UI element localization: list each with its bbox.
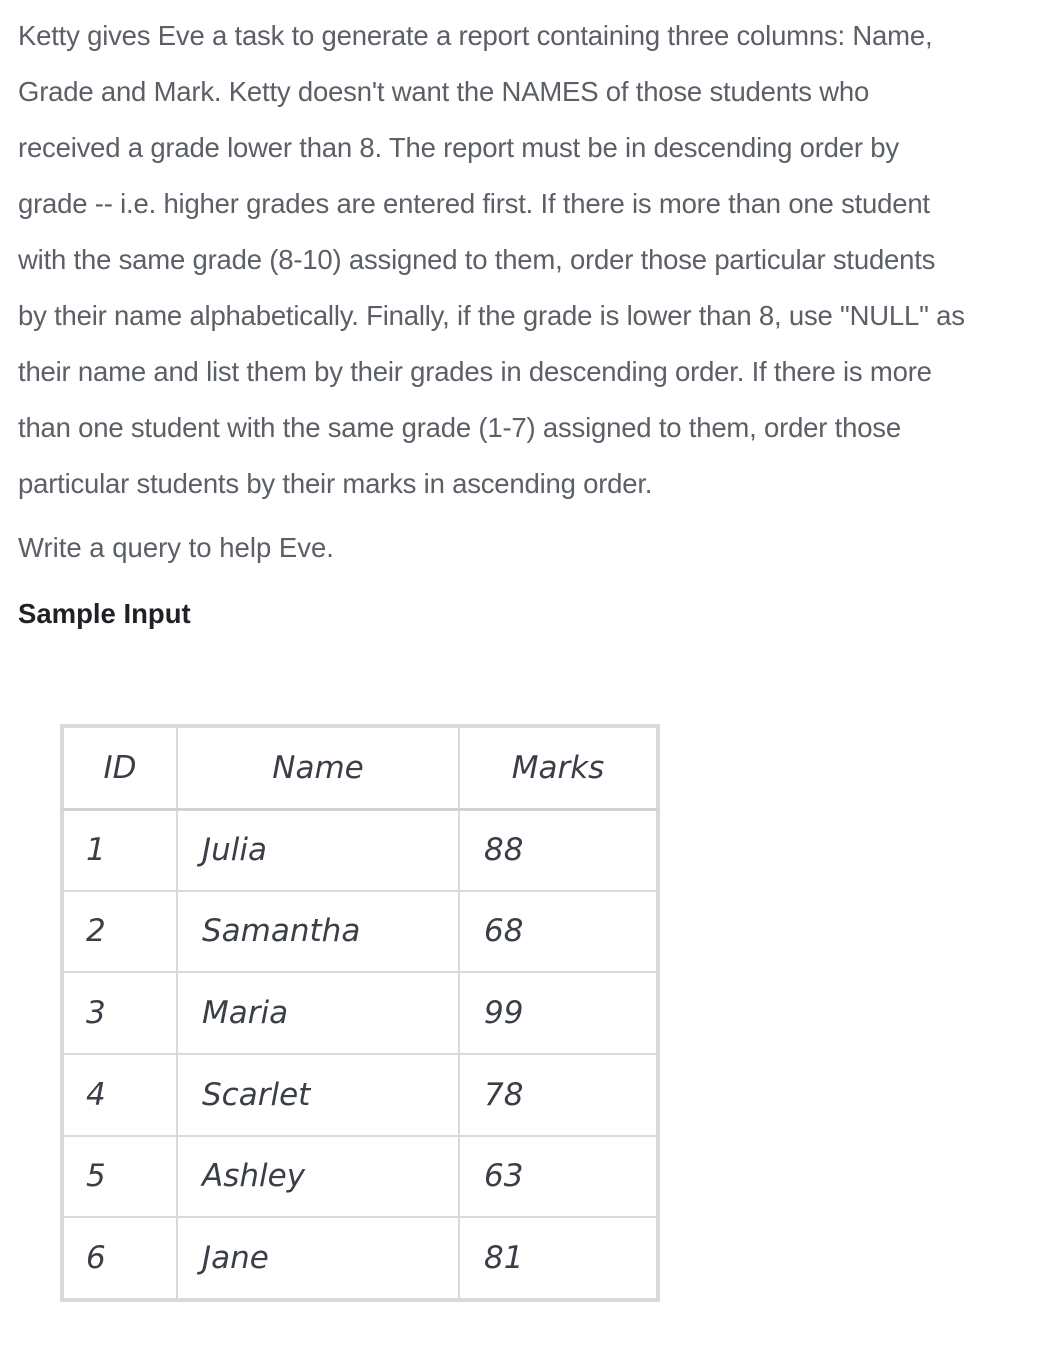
students-table [62,726,658,1300]
description-line: by their name alphabetically. Finally, if the grade is lower than 8, use "NULL" as [18,300,965,331]
cell-id: 4 [63,1054,177,1136]
column-header-name: Name [177,727,459,809]
description-line: received a grade lower than 8. The report must be in descending order by [18,132,899,163]
table-row [63,1136,657,1218]
table-row [63,891,657,973]
cell-name: Samantha [177,891,459,973]
cell-marks: 99 [459,972,657,1054]
cell-name: Julia [177,809,459,891]
cell-id: 2 [63,891,177,973]
students-table-frame [60,724,660,1302]
description-line: than one student with the same grade (1-7) assigned to them, order those [18,412,901,443]
cell-name: Jane [177,1217,459,1299]
cell-marks: 63 [459,1136,657,1218]
table-header-row [63,727,657,809]
description-line: with the same grade (8-10) assigned to them, order those particular students [18,244,936,275]
description-paragraph [18,8,1058,512]
description-line: Grade and Mark. Ketty doesn't want the NAMES of those students who [18,76,870,107]
cell-marks: 88 [459,809,657,891]
cell-marks: 81 [459,1217,657,1299]
description-line: Ketty gives Eve a task to generate a report containing three columns: Name, [18,20,933,51]
table-row [63,809,657,891]
cell-id: 6 [63,1217,177,1299]
cell-name: Scarlet [177,1054,459,1136]
cell-id: 5 [63,1136,177,1218]
problem-description [18,8,1058,512]
column-header-id: ID [63,727,177,809]
description-line: their name and list them by their grades in descending order. If there is more [18,356,932,387]
cell-marks: 68 [459,891,657,973]
cell-id: 1 [63,809,177,891]
table-row [63,1217,657,1299]
cell-name: Maria [177,972,459,1054]
description-line: particular students by their marks in ascending order. [18,468,653,499]
table-row [63,972,657,1054]
instruction-text: Write a query to help Eve. [18,532,334,563]
table-row [63,1054,657,1136]
cell-name: Ashley [177,1136,459,1218]
cell-marks: 78 [459,1054,657,1136]
description-line: grade -- i.e. higher grades are entered first. If there is more than one student [18,188,930,219]
column-header-marks: Marks [459,727,657,809]
sample-input-heading: Sample Input [18,598,191,629]
cell-id: 3 [63,972,177,1054]
